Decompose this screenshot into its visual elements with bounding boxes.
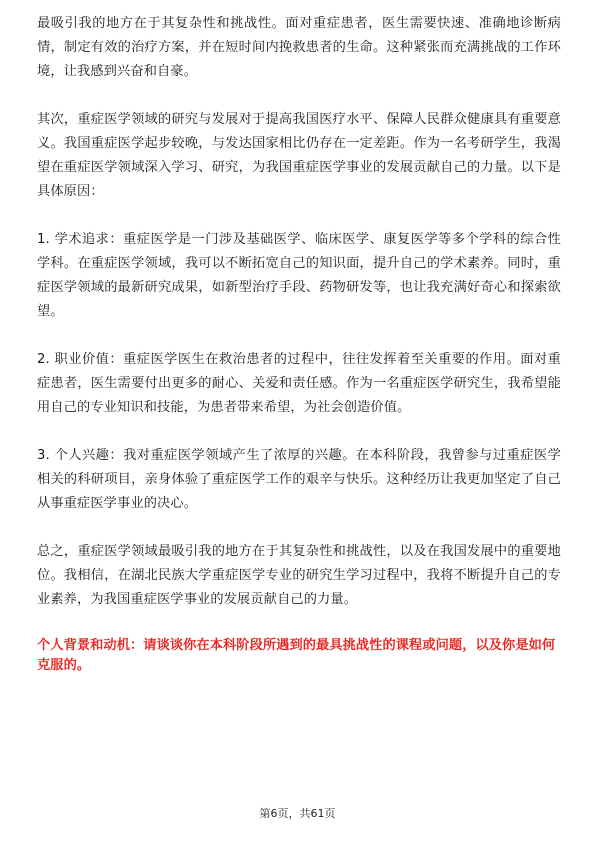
paragraph-personal-interest: 3. 个人兴趣：我对重症医学领域产生了浓厚的兴趣。在本科阶段，我曾参与过重症医学相关的科研项目，亲身体验了重症医学工作的艰辛与快乐。这种经历让我更加坚定了自己从事重症医学事业的决心。 <box>37 448 561 511</box>
paragraph-conclusion: 总之，重症医学领域最吸引我的地方在于其复杂性和挑战性，以及在我国发展中的重要地位。我相信，在湖北民族大学重症医学专业的研究生学习过程中，我将不断提升自己的专业素养，为我国重症医学事业的发展贡献自己的力量。 <box>37 544 561 607</box>
paragraph-gap <box>37 420 561 444</box>
paragraph-gap <box>37 612 561 636</box>
paragraph-gap <box>37 204 561 228</box>
document-body <box>37 12 561 676</box>
paragraph-gap <box>37 516 561 540</box>
paragraph-gap <box>37 84 561 108</box>
interview-question: 个人背景和动机：请谈谈你在本科阶段所遇到的最具挑战性的课程或问题，以及你是如何克服的。 <box>37 638 556 673</box>
paragraph-gap <box>37 324 561 348</box>
page-number-footer: 第6页，共61页 <box>259 807 336 820</box>
paragraph-intro-attraction: 最吸引我的地方在于其复杂性和挑战性。面对重症患者，医生需要快速、准确地诊断病情，制定有效的治疗方案，并在短时间内挽救患者的生命。这种紧张而充满挑战的工作环境，让我感到兴奋和自豪。 <box>37 16 561 79</box>
paragraph-academic-pursuit: 1. 学术追求：重症医学是一门涉及基础医学、临床医学、康复医学等多个学科的综合性学科。在重症医学领域，我可以不断拓宽自己的知识面，提升自己的学术素养。同时，重症医学领域的最新研究成果，如新型治疗手段、药物研发等，也让我充满好奇心和探索欲望。 <box>37 232 561 319</box>
paragraph-research-significance: 其次，重症医学领域的研究与发展对于提高我国医疗水平、保障人民群众健康具有重要意义。我国重症医学起步较晚，与发达国家相比仍存在一定差距。作为一名考研学生，我渴望在重症医学领域深入学习、研究，为我国重症医学事业的发展贡献自己的力量。以下是具体原因： <box>37 112 561 199</box>
paragraph-career-value: 2. 职业价值：重症医学医生在救治患者的过程中，往往发挥着至关重要的作用。面对重症患者，医生需要付出更多的耐心、关爱和责任感。作为一名重症医学研究生，我希望能用自己的专业知识和技能，为患者带来希望，为社会创造价值。 <box>37 352 561 415</box>
